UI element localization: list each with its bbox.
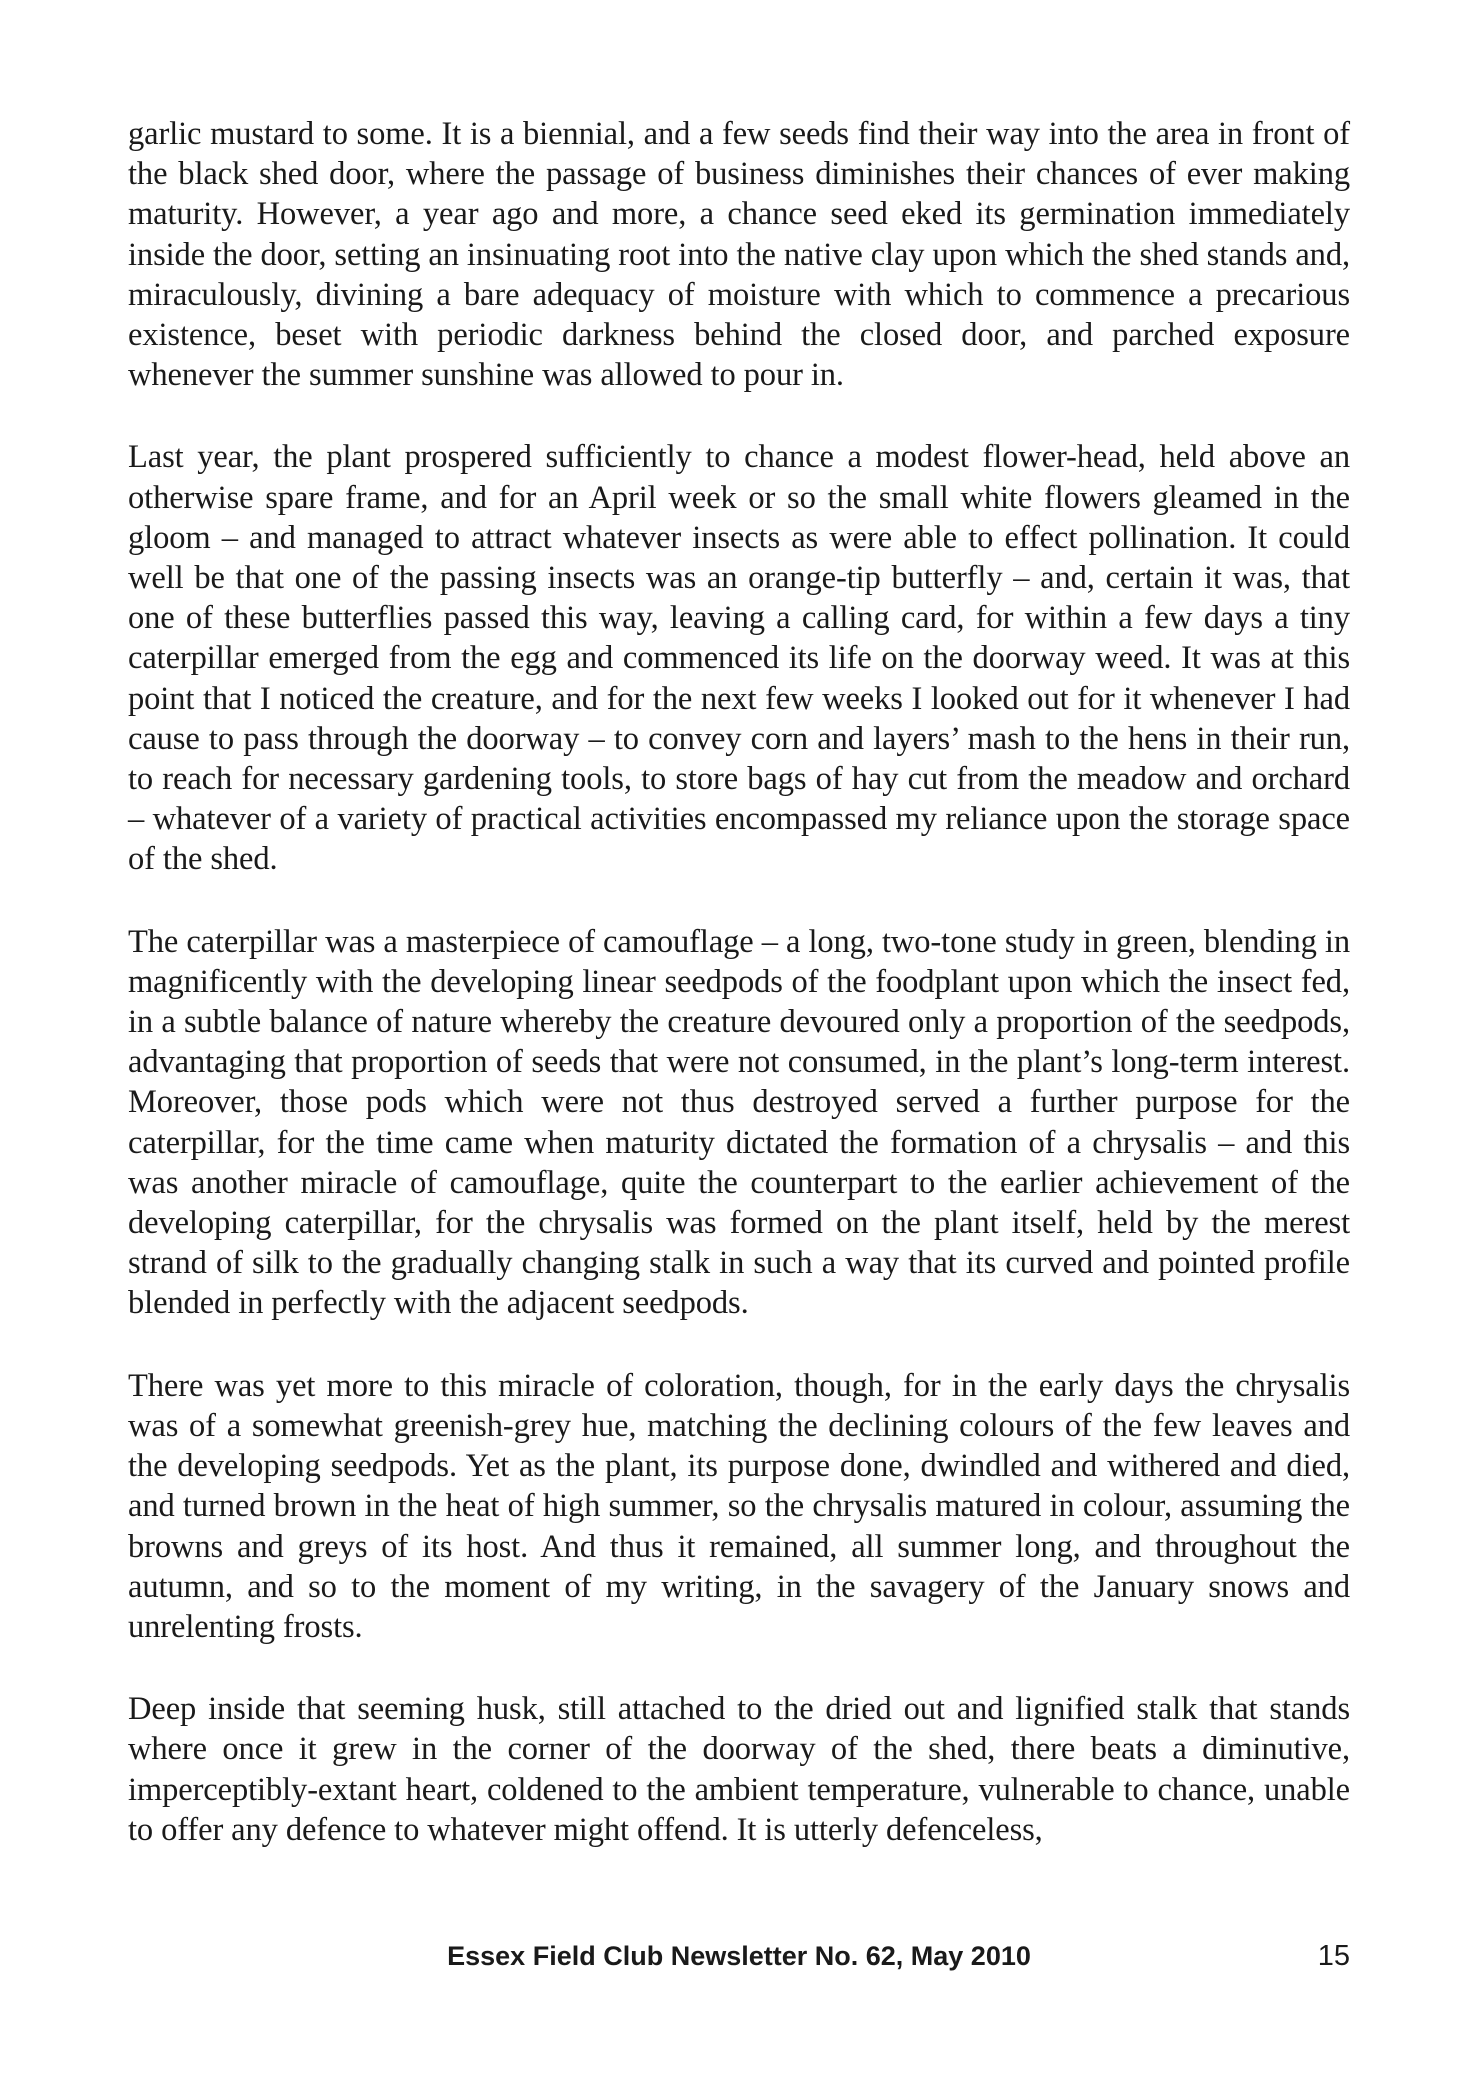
publication-title: Essex Field Club Newsletter No. 62, May 2010 [447,1941,1031,1971]
article-body [128,114,1350,1892]
page-number: 15 [1317,1940,1350,1972]
paragraph: The caterpillar was a masterpiece of camouflage – a long, two-tone study in green, blending in magnificently with the developing linear seedpods of the foodplant upon which the insect fed, in a subtle balance of nature whereby the creature devoured only a proportion of the seedpods, advantaging that proportion of seeds that were not consumed, in the plant’s long-term interest. Moreover, those pods which were not thus destroyed served a further purpose for the caterpillar, for the time came when maturity dictated the formation of a chrysalis – and this was another miracle of camouflage, quite the counterpart to the earlier achievement of the developing caterpillar, for the chrysalis was formed on the plant itself, held by the merest strand of silk to the gradually changing stalk in such a way that its curved and pointed profile blended in perfectly with the adjacent seedpods. [128,923,1350,1322]
paragraph: Deep inside that seeming husk, still attached to the dried out and lignified stalk that stands where once it grew in the corner of the doorway of the shed, there beats a diminutive, imperceptibly-extant heart, coldened to the ambient temperature, vulnerable to chance, unable to offer any defence to whatever might offend. It is utterly defenceless, [128,1691,1350,1848]
paragraph: Last year, the plant prospered sufficiently to chance a modest flower-head, held above an otherwise spare frame, and for an April week or so the small white flowers gleamed in the gloom – and managed to attract whatever insects as were able to effect pollination. It could well be that one of the passing insects was an orange-tip butterfly – and, certain it was, that one of these butterflies passed this way, leaving a calling card, for within a few days a tiny caterpillar emerged from the egg and commenced its life on the doorway weed. It was at this point that I noticed the creature, and for the next few weeks I looked out for it whenever I had cause to pass through the doorway – to convey corn and layers’ mash to the hens in their run, to reach for necessary gardening tools, to store bags of hay cut from the meadow and orchard – whatever of a variety of practical activities encompassed my reliance upon the storage space of the shed. [128,439,1350,878]
paragraph: There was yet more to this miracle of coloration, though, for in the early days the chrysalis was of a somewhat greenish-grey hue, matching the declining colours of the few leaves and the developing seedpods. Yet as the plant, its purpose done, dwindled and withered and died, and turned brown in the heat of high summer, so the chrysalis matured in colour, assuming the browns and greys of its host. And thus it remained, all summer long, and throughout the autumn, and so to the moment of my writing, in the savagery of the January snows and unrelenting frosts. [128,1367,1350,1645]
page-footer [128,1936,1350,1976]
paragraph: garlic mustard to some. It is a biennial, and a few seeds find their way into the area in front of the black shed door, where the passage of business diminishes their chances of ever making maturity. However, a year ago and more, a chance seed eked its germination immediately inside the door, setting an insinuating root into the native clay upon which the shed stands and, miraculously, divining a bare adequacy of moisture with which to commence a precarious existence, beset with periodic darkness behind the closed door, and parched exposure whenever the summer sunshine was allowed to pour in. [128,116,1350,394]
